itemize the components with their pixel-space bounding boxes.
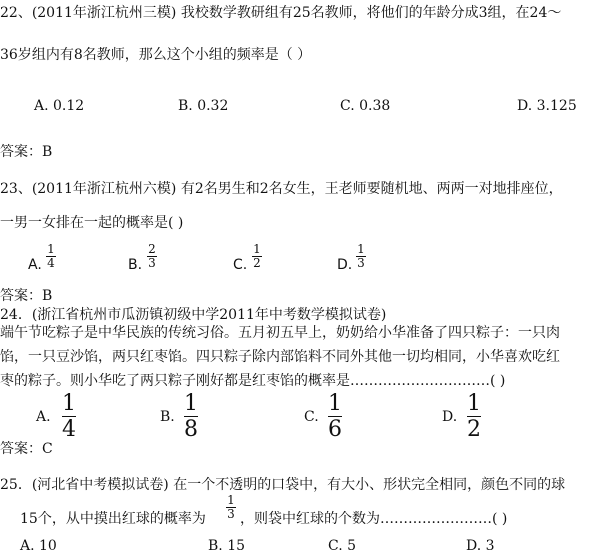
q23-option-d-fraction (356, 243, 366, 270)
option-value: 3 (485, 538, 495, 554)
option-label: A. (20, 538, 35, 554)
denominator: 4 (47, 256, 55, 270)
q22-option-a (34, 97, 84, 115)
q24-option-c-fraction (328, 391, 342, 442)
denominator: 4 (62, 417, 76, 442)
denominator: 3 (227, 507, 235, 521)
q24-option-b-fraction (184, 391, 198, 442)
q25-stem-line1: 25．(河北省中考模拟试卷) 在一个不透明的口袋中，有大小、形状完全相同，颜色不同的球 (0, 477, 566, 493)
q24-stem-line3: 馅，一只豆沙馅，两只红枣馅。四只粽子除内部馅料不同外其他一切均相同，小华喜欢吃红 (0, 349, 560, 365)
q24-option-a-label: A. (36, 409, 51, 425)
q24-option-d-fraction (467, 391, 481, 442)
numerator: 1 (357, 242, 365, 256)
q23-option-c-label: C. (233, 257, 248, 273)
q25-option-d (466, 537, 495, 555)
q25-probability-fraction (226, 494, 236, 521)
q22-stem-line2: 36岁组内有8名教师，那么这个小组的频率是（ ） (0, 47, 312, 63)
q24-option-b-label: B. (160, 409, 175, 425)
numerator: 1 (47, 242, 55, 256)
q23-option-b-fraction (147, 243, 157, 270)
numerator: 1 (227, 493, 235, 507)
numerator: 1 (467, 391, 481, 416)
denominator: 3 (148, 256, 156, 270)
numerator: 2 (148, 242, 156, 256)
option-label: C. (340, 98, 355, 114)
denominator: 8 (184, 417, 198, 442)
q24-stem-line1: 24．(浙江省杭州市瓜沥镇初级中学2011年中考数学模拟试卷) (0, 307, 387, 323)
q23-option-a-label: A. (28, 257, 42, 273)
denominator: 3 (357, 256, 365, 270)
q24-option-a-fraction (62, 391, 76, 442)
q25-option-a (20, 537, 57, 555)
denominator: 6 (328, 417, 342, 442)
option-label: A. (34, 98, 49, 114)
q25-stem-line2b: ，则袋中红球的个数为……………………( ) (240, 511, 508, 527)
q22-stem-line1: 22、(2011年浙江杭州三模) 我校数学教研组有25名教师，将他们的年龄分成3组，在24～ (0, 5, 562, 21)
option-value: 3.125 (536, 98, 577, 114)
option-label: D. (517, 98, 533, 114)
option-value: 10 (39, 538, 57, 554)
q22-option-c (340, 97, 390, 115)
q24-stem-line2: 端午节吃粽子是中华民族的传统习俗。五月初五早上，奶奶给小华准备了四只粽子：一只肉 (0, 325, 560, 341)
q23-option-a-fraction (46, 243, 56, 270)
numerator: 1 (328, 391, 342, 416)
q25-stem-line2a: 15个，从中摸出红球的概率为 (20, 511, 206, 527)
option-label: B. (208, 538, 223, 554)
option-value: 5 (347, 538, 357, 554)
numerator: 1 (184, 391, 198, 416)
option-value: 0.32 (197, 98, 229, 114)
q25-option-b (208, 537, 245, 555)
q24-answer: 答案：C (0, 441, 53, 457)
denominator: 2 (253, 256, 261, 270)
q23-option-c-fraction (252, 243, 262, 270)
numerator: 1 (253, 242, 261, 256)
q22-answer: 答案：B (0, 144, 53, 160)
q23-stem-line1: 23、(2011年浙江杭州六模) 有2名男生和2名女生，王老师要随机地、两两一对地排座位， (0, 181, 563, 197)
q24-option-c-label: C. (304, 409, 319, 425)
denominator: 2 (467, 417, 481, 442)
q23-option-b-label: B. (128, 257, 143, 273)
q23-answer: 答案：B (0, 288, 53, 304)
q24-option-d-label: D. (442, 409, 458, 425)
q22-option-d (517, 97, 577, 115)
option-label: C. (328, 538, 343, 554)
option-value: 15 (227, 538, 246, 554)
q22-option-b (178, 97, 228, 115)
q23-option-d-label: D. (337, 257, 353, 273)
option-value: 0.12 (53, 98, 85, 114)
option-value: 0.38 (359, 98, 391, 114)
q23-stem-line2: 一男一女排在一起的概率是( ) (0, 215, 184, 231)
option-label: D. (466, 538, 482, 554)
q25-option-c (328, 537, 356, 555)
numerator: 1 (62, 391, 76, 416)
option-label: B. (178, 98, 193, 114)
q24-stem-line4: 枣的粽子。则小华吃了两只粽子刚好都是红枣馅的概率是…………………………( ) (0, 373, 506, 389)
